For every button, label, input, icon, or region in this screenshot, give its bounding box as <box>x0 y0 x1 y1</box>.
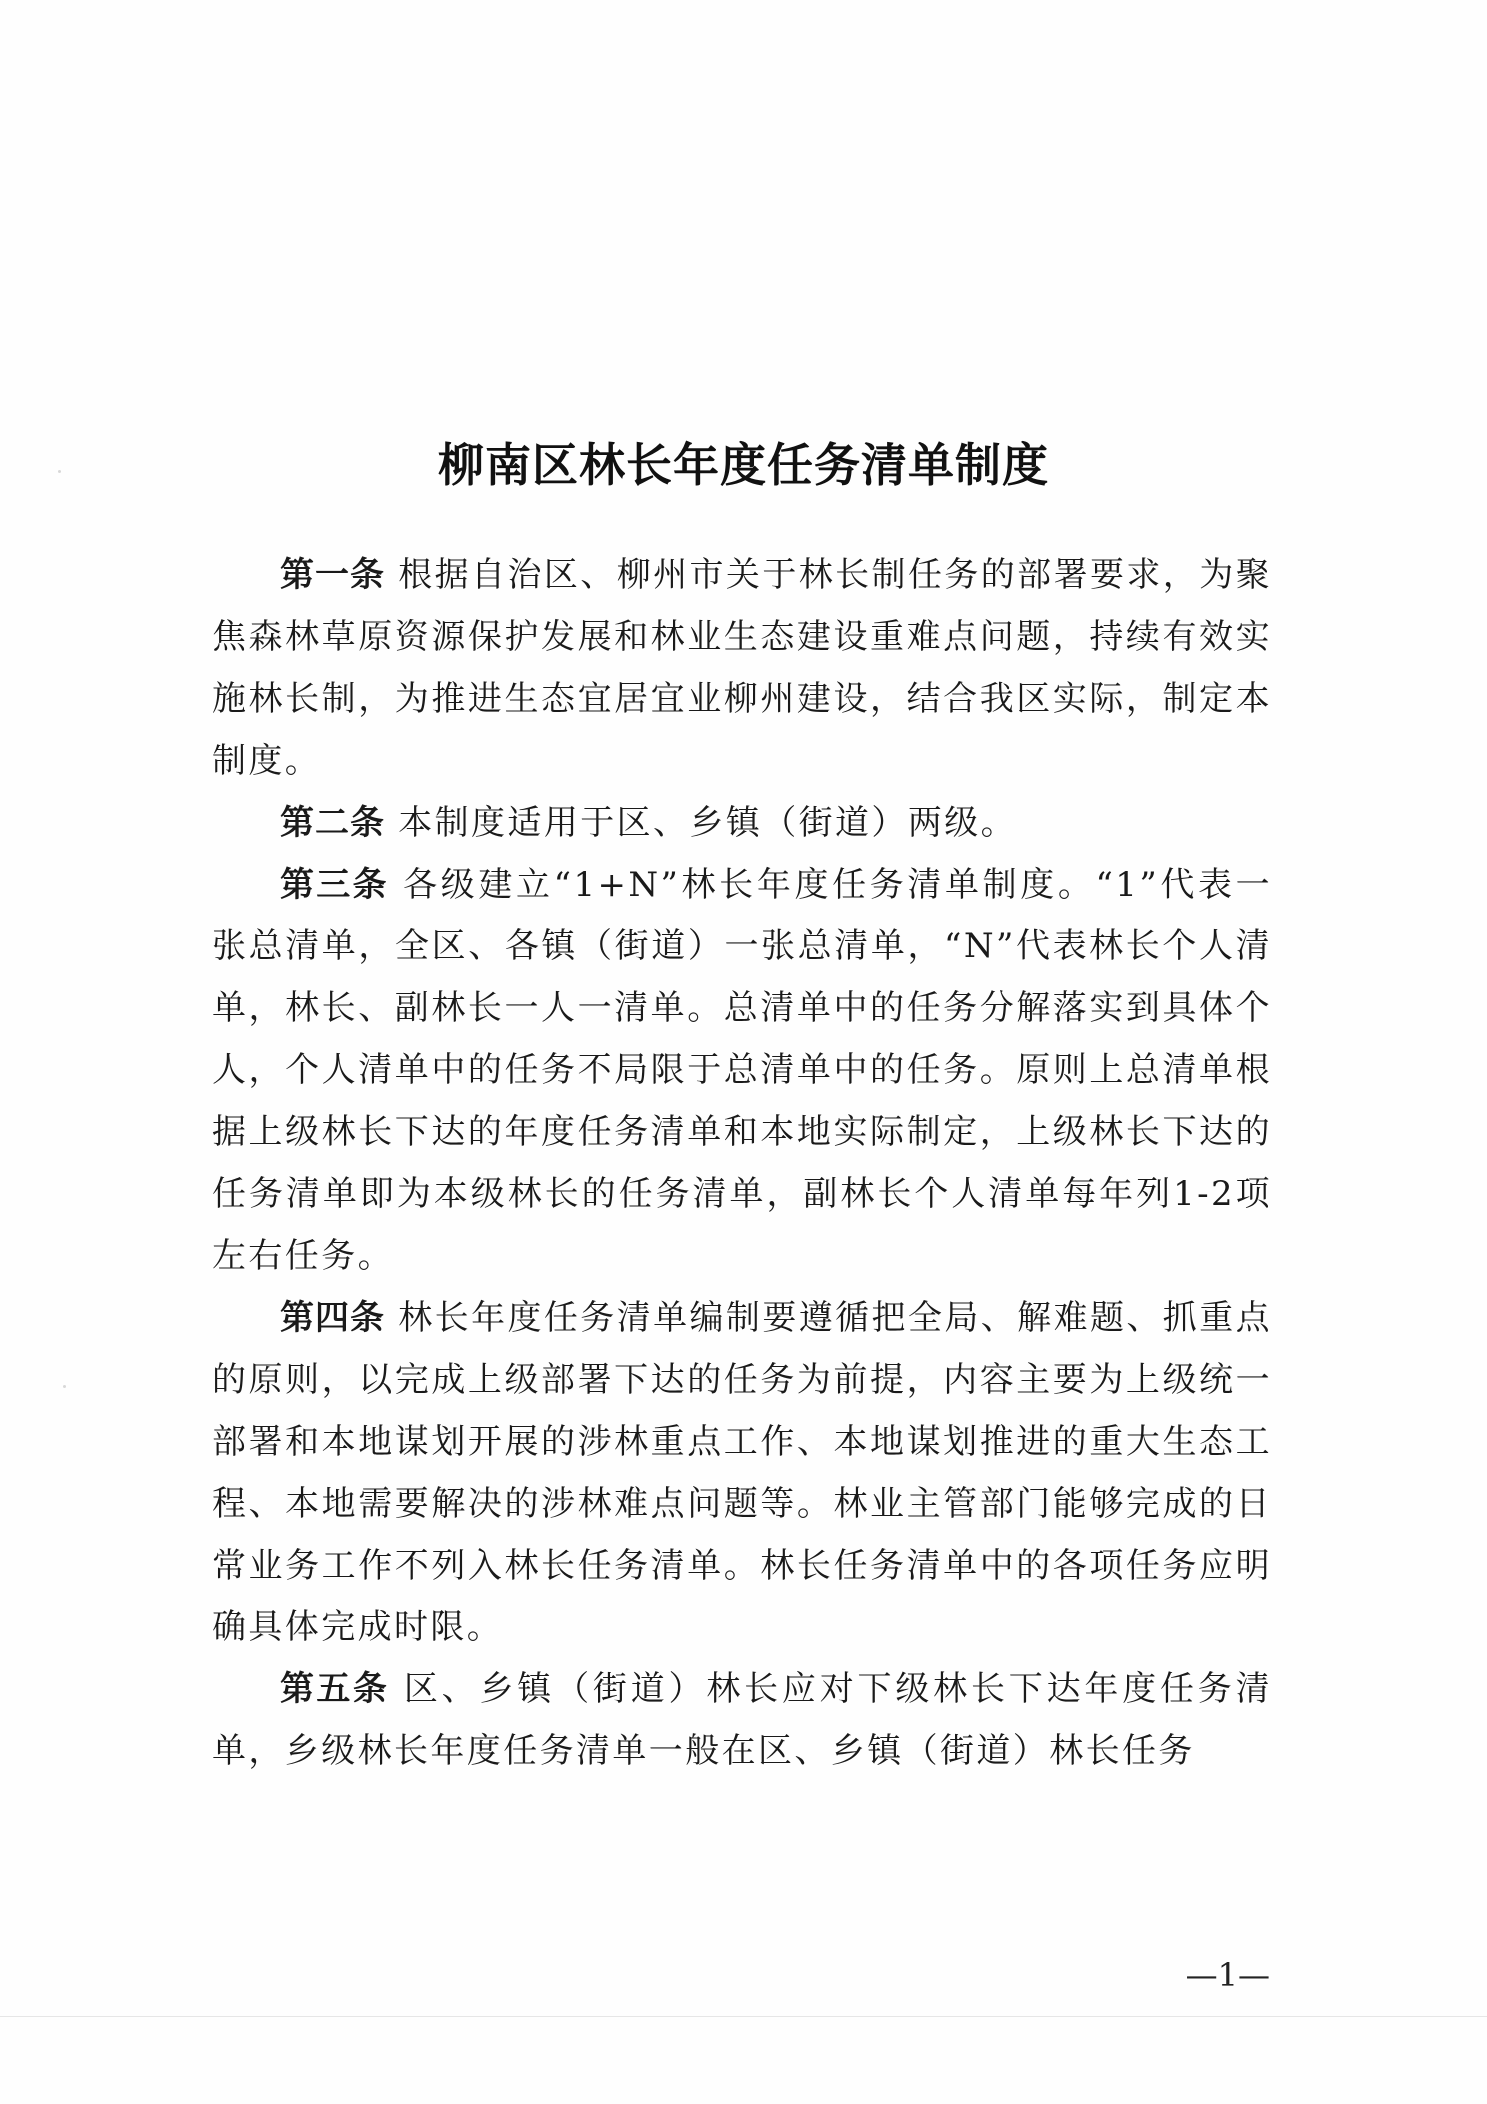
footer-divider <box>0 2016 1487 2017</box>
article-label: 第一条 <box>280 555 386 595</box>
page-number: —1— <box>1185 1956 1270 1994</box>
article-label: 第二条 <box>280 802 385 843</box>
article-label: 第四条 <box>280 1297 386 1338</box>
article-4 <box>212 1288 1272 1659</box>
article-5 <box>212 1659 1272 1783</box>
document-body <box>212 545 1272 1783</box>
scan-speck <box>63 1385 66 1388</box>
article-label: 第五条 <box>280 1669 390 1710</box>
article-1 <box>212 545 1272 793</box>
article-2 <box>212 793 1272 855</box>
article-text: 区、乡镇（街道）林长应对下级林长下达年度任务清单，乡级林长年度任务清单一般在区、乡镇（街道）林长任务 <box>212 1669 1273 1772</box>
article-text: 根据自治区、柳州市关于林长制任务的部署要求，为聚焦森林草原资源保护发展和林业生态建设重难点问题，持续有效实施林长制，为推进生态宜居宜业柳州建设，结合我区实际，制定本制度。 <box>212 555 1272 781</box>
document-title: 柳南区林长年度任务清单制度 <box>438 437 1049 492</box>
article-text: 各级建立“1+N”林长年度任务清单制度。“1”代表一张总清单，全区、各镇（街道）一张总清单，“N”代表林长个人清单，林长、副林长一人一清单。总清单中的任务分解落实到具体个人，个人清单中的任务不局限于总清单中的任务。原则上总清单根据上级林长下达的年度任务清单和本地实际制定，上级林长下达的任务清单即为本级林长的任务清单，副林长个人清单每年列1-2项左右任务。 <box>212 864 1272 1276</box>
article-text: 本制度适用于区、乡镇（街道）两级。 <box>398 802 1018 843</box>
article-label: 第三条 <box>280 864 389 905</box>
article-text: 林长年度任务清单编制要遵循把全局、解难题、抓重点的原则，以完成上级部署下达的任务为前提，内容主要为上级统一部署和本地谋划开展的涉林重点工作、本地谋划推进的重大生态工程、本地需要解决的涉林难点问题等。林业主管部门能够完成的日常业务工作不列入林长任务清单。林长任务清单中的各项任务应明确具体完成时限。 <box>212 1297 1272 1648</box>
article-3 <box>212 855 1272 1288</box>
